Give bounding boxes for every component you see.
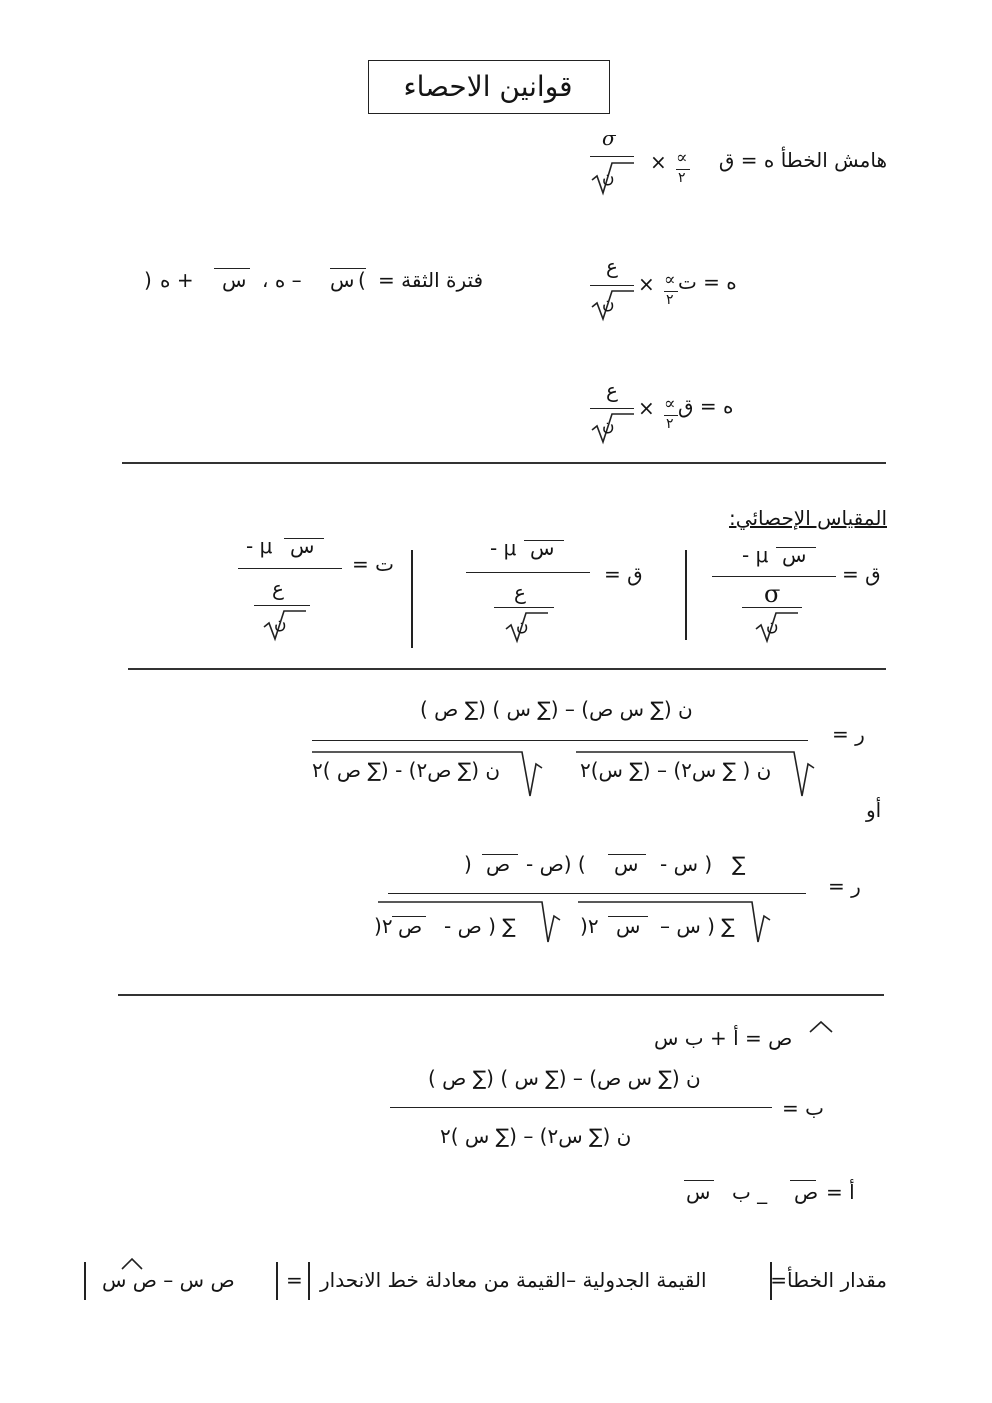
z-s-n: ن [516,616,529,636]
corr2-num-xbar: س [614,852,639,876]
ci-plus-h: + ه [160,268,194,292]
moe-zs-n: ن [602,416,615,436]
corr2-den-left-b: )٢ [580,914,599,938]
z-sigma-lhs: ق = [842,562,881,586]
separator-bar [411,550,413,648]
corr2-den-right-ybar: ص [398,914,423,938]
ci-label: فترة الثقة = [378,268,484,292]
z-s-den-top: ع [514,580,526,604]
error-equals: = [286,1268,303,1292]
moe-label: هامش الخطأ ه = ق [718,148,887,172]
corr1-numerator: ن (∑ س ص) – (∑ س ) (∑ ص ) [420,697,693,721]
moe-t-two: ٢ [666,292,674,308]
z-sigma-num: - μ [742,543,769,567]
moe-alpha: ∝ [676,148,688,168]
hat-icon [120,1256,144,1275]
moe-zs-lhs: ه = ق [678,394,734,418]
corr1-den-left: ن ( ∑ س٢) – (∑ س)٢ [580,758,772,782]
moe-t-s: ع [606,254,618,278]
z-sigma-den-top: σ [764,580,781,608]
z-s-xbar: س [530,536,555,560]
t-s-n: ن [274,614,287,634]
ci-xbar1: س [330,268,355,292]
ci-close: ) [144,268,152,292]
t-s-den-top: ع [272,576,284,600]
moe-times: × [650,150,667,174]
test-stat-heading: المقياس الإحصائي: [729,506,887,530]
corr2-num-b: ) (ص - [526,852,586,876]
moe-zs-alpha: ∝ [664,394,676,414]
moe-sigma: σ [602,126,616,150]
moe-zs-s: ع [606,378,618,402]
moe-t-n: ن [602,294,615,314]
corr1-den-right: ن (∑ ص٢) - (∑ ص )٢ [312,758,501,782]
hat-icon [808,1019,834,1038]
z-s-lhs: ق = [604,562,643,586]
moe-n: ن [602,168,615,188]
corr2-den-left-a: ∑ ( س – [660,914,735,938]
error-abs2: ص س – ص س [102,1268,235,1292]
t-s-lhs: ت = [352,552,394,576]
corr2-den-left-xbar: س [616,914,641,938]
regression-line: ص = أ + ب س [654,1026,793,1050]
ci-minus-h: – ه ، [262,268,302,292]
or-word: أو [866,798,882,822]
moe-zs-times: × [638,396,655,420]
error-label: مقدار الخطأ= [770,1268,887,1292]
z-sigma-n: ن [766,616,779,636]
corr2-lhs: ر = [828,874,861,898]
divider [122,462,886,464]
a-minus-b: _ ب [732,1180,768,1204]
corr2-den-right-b: )٢ [374,914,393,938]
b-numerator: ن (∑ س ص) – (∑ س ) (∑ ص ) [428,1066,701,1090]
ci-open: ( [358,268,366,292]
corr1-lhs: ر = [832,722,865,746]
a-lhs: أ = [826,1180,855,1204]
moe-zs-two: ٢ [666,416,674,432]
t-s-xbar: س [290,534,315,558]
divider [128,668,886,670]
error-abs1: القيمة الجدولية –القيمة من معادلة خط الانحدار [320,1268,707,1292]
divider [118,994,884,996]
ci-xbar2: س [222,268,247,292]
z-s-num: - μ [490,536,517,560]
b-lhs: ب = [782,1096,824,1120]
t-s-num: - μ [246,534,273,558]
corr2-den-right-a: ∑ ( ص - [444,914,516,938]
moe-two: ٢ [678,170,686,186]
moe-t-times: × [638,272,655,296]
page-title: قوانين الاحصاء [403,70,573,103]
moe-t-alpha: ∝ [664,270,676,290]
a-xbar: س [686,1180,711,1204]
separator-bar [685,550,687,640]
corr2-sum: ∑ [732,852,746,876]
z-sigma-xbar: س [782,543,807,567]
corr2-num-a: ( س - [660,852,713,876]
moe-t-lhs: ه = ت [678,270,737,294]
corr2-num-ybar: ص [486,852,511,876]
b-denominator: ن (∑ س٢) – (∑ س )٢ [440,1124,632,1148]
corr2-num-c: ) [464,852,472,876]
a-ybar: ص [794,1180,819,1204]
